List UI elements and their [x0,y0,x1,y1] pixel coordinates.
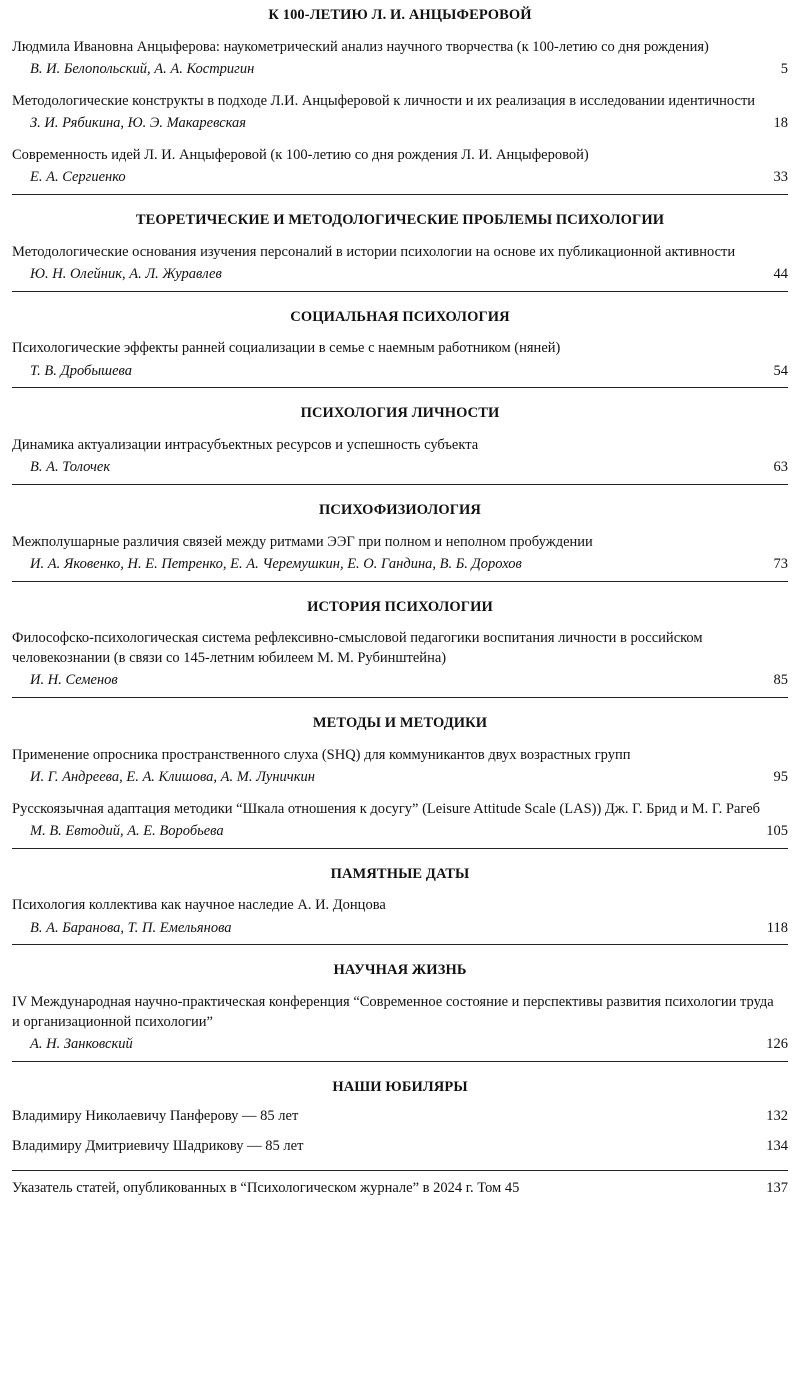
section-title: ПАМЯТНЫЕ ДАТЫ [330,865,470,882]
article-authors: М. В. Евтодий, А. Е. Воробьева [30,823,224,840]
article-page-number: 118 [766,919,788,936]
section-divider [12,484,788,485]
article-page-number: 5 [780,61,788,78]
article-page-number: 33 [773,169,788,186]
article-title: Методологические конструкты в подходе Л.И. Анцыферовой к личности и их реализация в исследовании идентичности [12,92,756,109]
toc-section [12,209,788,292]
article-authors: А. Н. Занковский [30,1036,133,1053]
article-meta-row [12,168,788,188]
article-meta-row [12,822,788,842]
jubilee-text: Владимиру Николаевичу Панферову — 85 лет [12,1108,299,1125]
article-entry[interactable] [12,243,788,285]
index-entry[interactable] [12,1179,788,1199]
section-title: К 100-ЛЕТИЮ Л. И. АНЦЫФЕРОВОЙ [268,7,532,23]
jubilee-page-number: 134 [766,1137,788,1154]
section-divider [12,581,788,582]
article-entry[interactable] [12,38,788,80]
article-meta-row [12,458,788,478]
section-title: ИСТОРИЯ ПСИХОЛОГИИ [307,598,493,615]
article-title: Философско-психологическая система рефлексивно-смысловой педагогики воспитания личности в российском человекознании (в связи со 145-летним юбилеем М. М. Рубинштейна) [12,630,703,666]
article-meta-row [12,919,788,939]
article-page-number: 126 [766,1036,788,1053]
section-divider [12,1061,788,1062]
article-meta-row [12,114,788,134]
article-entry[interactable] [12,146,788,188]
article-page-number: 105 [766,823,788,840]
toc-section [12,596,788,698]
article-authors: В. А. Баранова, Т. П. Емельянова [30,919,232,936]
section-title: ПСИХОЛОГИЯ ЛИЧНОСТИ [300,405,500,422]
article-page-number: 63 [773,459,788,476]
toc-section [12,306,788,389]
article-entry[interactable] [12,896,788,938]
article-title: Применение опросника пространственного слуха (SHQ) для коммуникантов двух возрастных групп [12,746,631,763]
article-authors: В. И. Белопольский, А. А. Костригин [30,61,255,78]
article-authors: Е. А. Сергиенко [30,169,126,186]
article-title: Методологические основания изучения персоналий в истории психологии на основе их публикационной активности [12,243,736,260]
article-authors: И. Н. Семенов [30,672,118,689]
jubilee-text: Владимиру Дмитриевичу Шадрикову — 85 лет [12,1137,304,1154]
section-title: ПСИХОФИЗИОЛОГИЯ [319,502,481,518]
section-divider [12,848,788,849]
section-title: ТЕОРЕТИЧЕСКИЕ И МЕТОДОЛОГИЧЕСКИЕ ПРОБЛЕМЫ ПСИХОЛОГИИ [135,211,665,228]
article-meta-row [12,1035,788,1055]
article-meta-row [12,768,788,788]
toc-section [12,959,788,1061]
article-entry[interactable] [12,993,788,1055]
article-title: Русскоязычная адаптация методики “Шкала отношения к досугу” (Leisure Attitude Scale (LAS)) Дж. Г. Брид и М. Г. Рагеб [12,800,761,817]
article-page-number: 54 [773,362,788,379]
article-page-number: 44 [773,266,788,283]
toc-section-jubilees [12,1076,788,1157]
article-title: Психология коллектива как научное наследие А. И. Донцова [12,897,386,914]
article-entry[interactable] [12,339,788,381]
section-divider [12,944,788,945]
article-entry[interactable] [12,92,788,134]
article-meta-row [12,671,788,691]
article-page-number: 85 [773,672,788,689]
toc-section [12,499,788,582]
article-entry[interactable] [12,629,788,691]
article-meta-row [12,60,788,80]
section-title: НАШИ ЮБИЛЯРЫ [332,1078,468,1095]
section-divider [12,291,788,292]
article-title: IV Международная научно-практическая конференция “Современное состояние и перспективы развития психологии труда и организационной психологии” [12,994,774,1030]
section-title: МЕТОДЫ И МЕТОДИКИ [312,714,488,731]
article-authors: И. Г. Андреева, Е. А. Клишова, А. М. Луничкин [30,769,315,786]
article-authors: Т. В. Дробышева [30,362,132,379]
jubilee-page-number: 132 [766,1108,788,1125]
article-meta-row [12,555,788,575]
article-page-number: 18 [773,115,788,132]
section-divider [12,697,788,698]
index-entry-page-number: 137 [766,1180,788,1197]
article-title: Психологические эффекты ранней социализации в семье с наемным работником (няней) [12,340,561,357]
jubilee-entry[interactable] [12,1137,788,1157]
section-title: НАУЧНАЯ ЖИЗНЬ [333,962,467,979]
article-entry[interactable] [12,436,788,478]
article-title: Людмила Ивановна Анцыферова: наукометрический анализ научного творчества (к 100-летию со дня рождения) [12,38,709,55]
article-title: Современность идей Л. И. Анцыферовой (к 100-летию со дня рождения Л. И. Анцыферовой) [12,146,589,163]
article-authors: В. А. Толочек [30,459,111,476]
article-page-number: 95 [773,769,788,786]
article-meta-row [12,362,788,382]
section-divider [12,387,788,388]
toc-section [12,4,788,195]
article-authors: З. И. Рябикина, Ю. Э. Макаревская [30,115,247,132]
toc-section [12,712,788,849]
article-title: Динамика актуализации интрасубъектных ресурсов и успешность субъекта [12,436,479,453]
article-authors: И. А. Яковенко, Н. Е. Петренко, Е. А. Черемушкин, Е. О. Гандина, В. Б. Дорохов [30,556,522,573]
jubilee-entry[interactable] [12,1107,788,1127]
article-meta-row [12,265,788,285]
article-entry[interactable] [12,533,788,575]
section-divider [12,194,788,195]
article-authors: Ю. Н. Олейник, А. Л. Журавлев [30,266,222,283]
article-entry[interactable] [12,800,788,842]
toc-section [12,402,788,485]
index-entry-text: Указатель статей, опубликованных в “Психологическом журнале” в 2024 г. Том 45 [12,1180,520,1197]
article-page-number: 73 [773,556,788,573]
article-entry[interactable] [12,746,788,788]
section-divider [12,1170,788,1171]
toc-section [12,863,788,946]
section-title: СОЦИАЛЬНАЯ ПСИХОЛОГИЯ [290,308,510,325]
article-title: Межполушарные различия связей между ритмами ЭЭГ при полном и неполном пробуждении [12,533,593,550]
